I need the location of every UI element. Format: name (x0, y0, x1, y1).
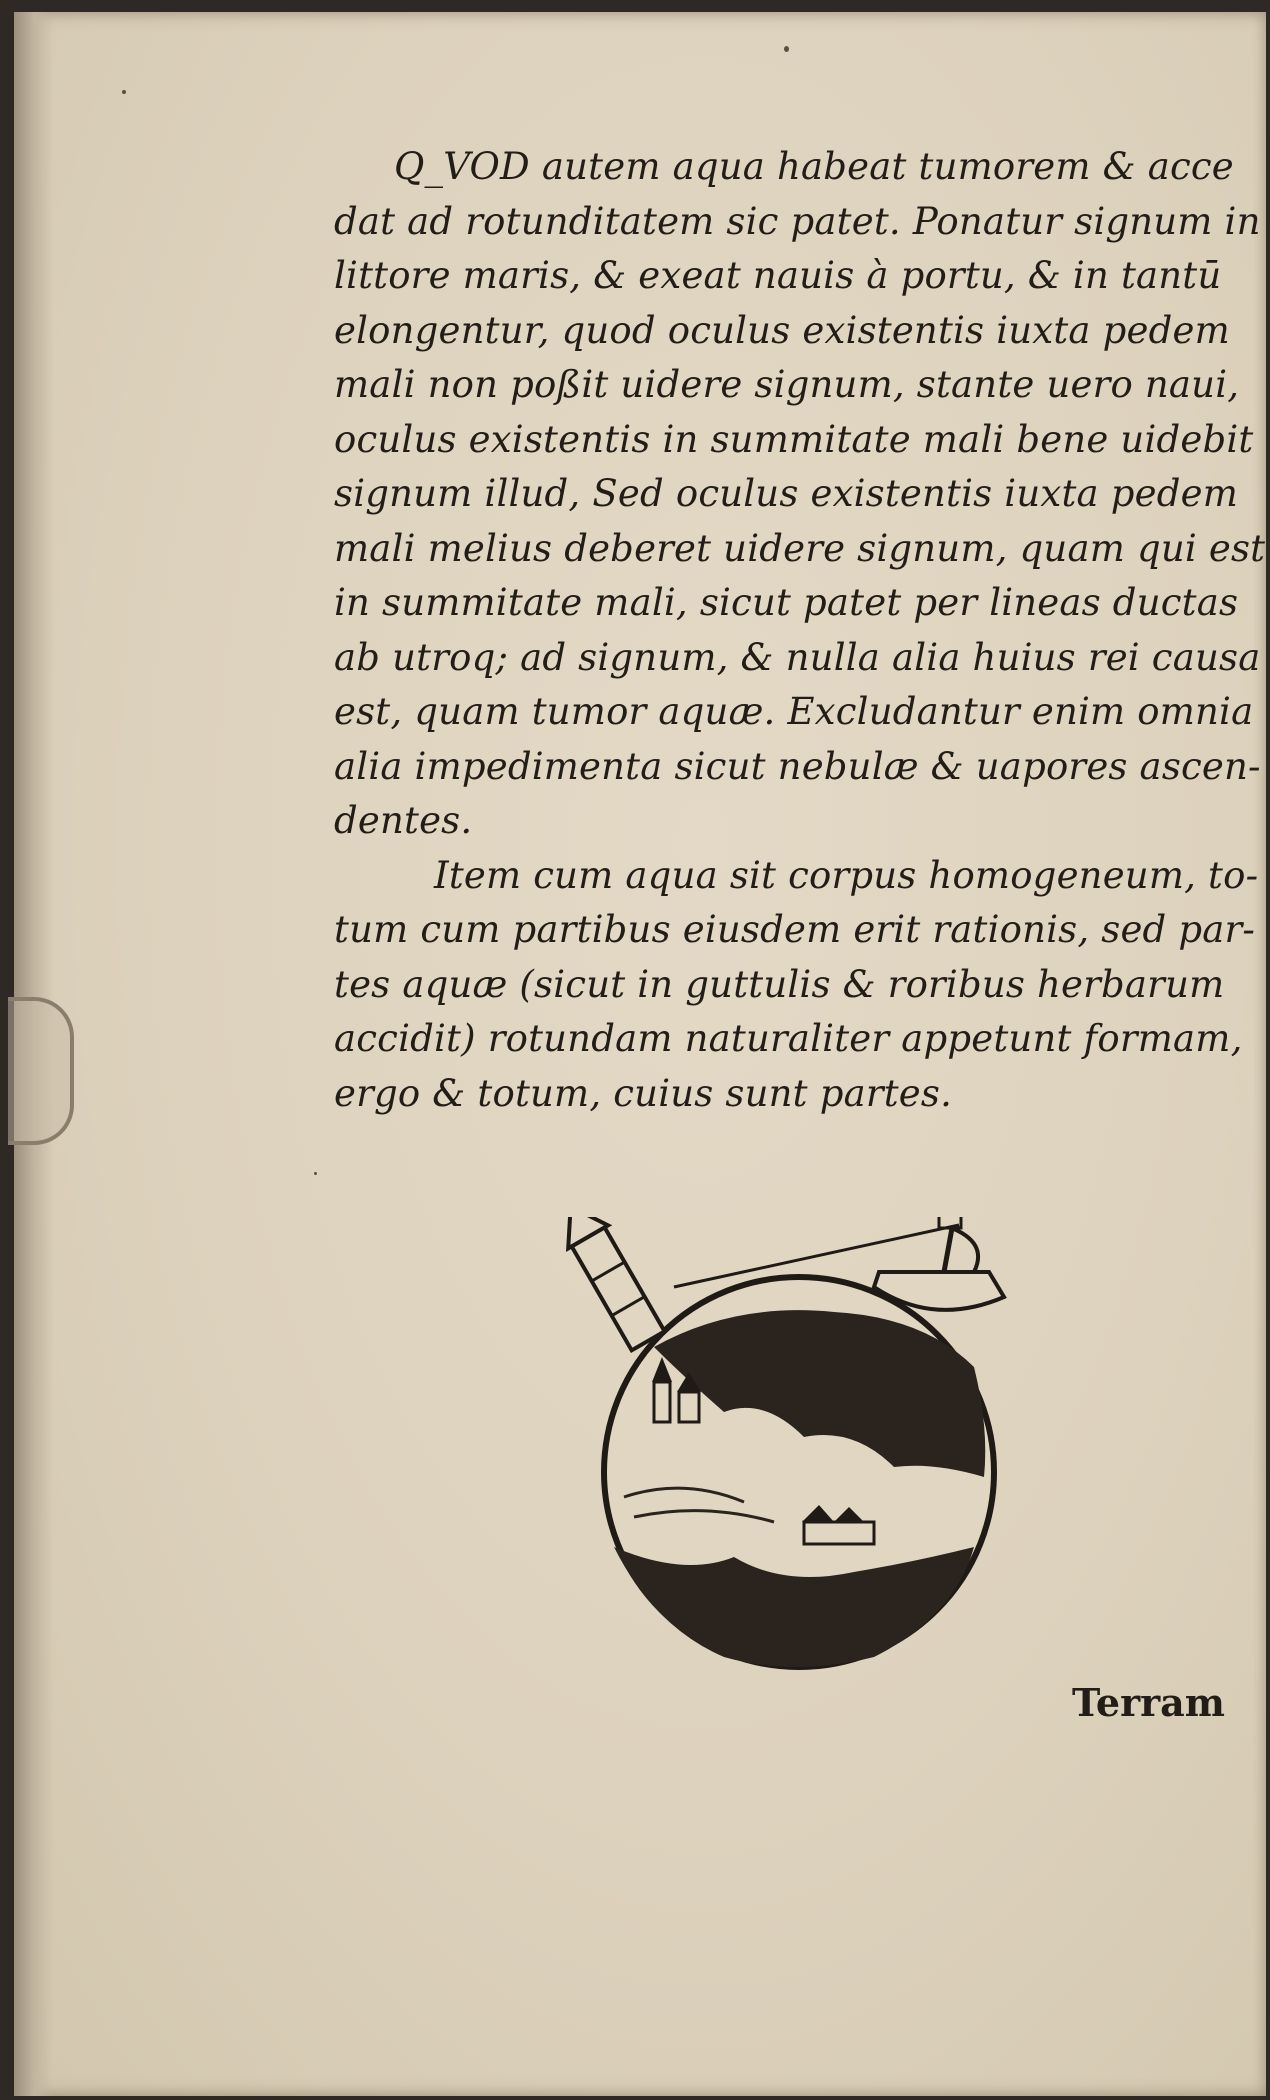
text-line: dentes. (334, 799, 473, 842)
book-clasp (8, 997, 74, 1145)
text-line: accidit) rotundam naturaliter appetunt formam, (334, 1017, 1243, 1060)
globe-woodcut (534, 1217, 1074, 1697)
text-line: mali melius deberet uidere signum, quam qui est (334, 526, 1266, 570)
text-line: tes aquæ (sicut in guttulis & roribus herbarum (334, 962, 1225, 1006)
text-line: littore maris, & exeat nauis à portu, & in tantū (334, 254, 1222, 297)
paper-speck (314, 1172, 317, 1175)
paper-speck (122, 90, 126, 94)
text-line: in summitate mali, sicut patet per lineas ductas (334, 581, 1239, 624)
text-line: ergo & totum, cuius sunt partes. (334, 1071, 953, 1115)
text-line: ab utroq; ad signum, & nulla alia huius rei causa (334, 635, 1261, 679)
text-line: Item cum aqua sit corpus homogeneum, to- (434, 853, 1259, 897)
text-line: alia impedimenta sicut nebulæ & uapores ascen- (334, 744, 1261, 788)
text-line: tum cum partibus eiusdem erit rationis, sed par- (334, 908, 1256, 951)
signal-tower (551, 1217, 668, 1352)
text-line: Q_VOD autem aqua habeat tumorem & acce (394, 145, 1234, 188)
catchword: Terram (1072, 1680, 1225, 1725)
town-bottom (804, 1522, 874, 1544)
book-page (14, 12, 1266, 2096)
text-line: dat ad rotunditatem sic patet. Ponatur signum in (334, 199, 1261, 243)
paper-speck (784, 46, 789, 52)
text-line: est, quam tumor aquæ. Excludantur enim omnia (334, 690, 1254, 733)
text-line: oculus existentis in summitate mali bene uidebit (334, 417, 1254, 461)
ship (874, 1217, 1004, 1310)
text-line: signum illud, Sed oculus existentis iuxta pedem (334, 472, 1238, 515)
text-line: elongentur, quod oculus existentis iuxta pedem (334, 308, 1230, 352)
page-text (334, 140, 1264, 1121)
text-line: mali non poßit uidere signum, stante uero naui, (334, 363, 1240, 406)
town-tower (654, 1382, 670, 1422)
town-house (679, 1392, 699, 1422)
